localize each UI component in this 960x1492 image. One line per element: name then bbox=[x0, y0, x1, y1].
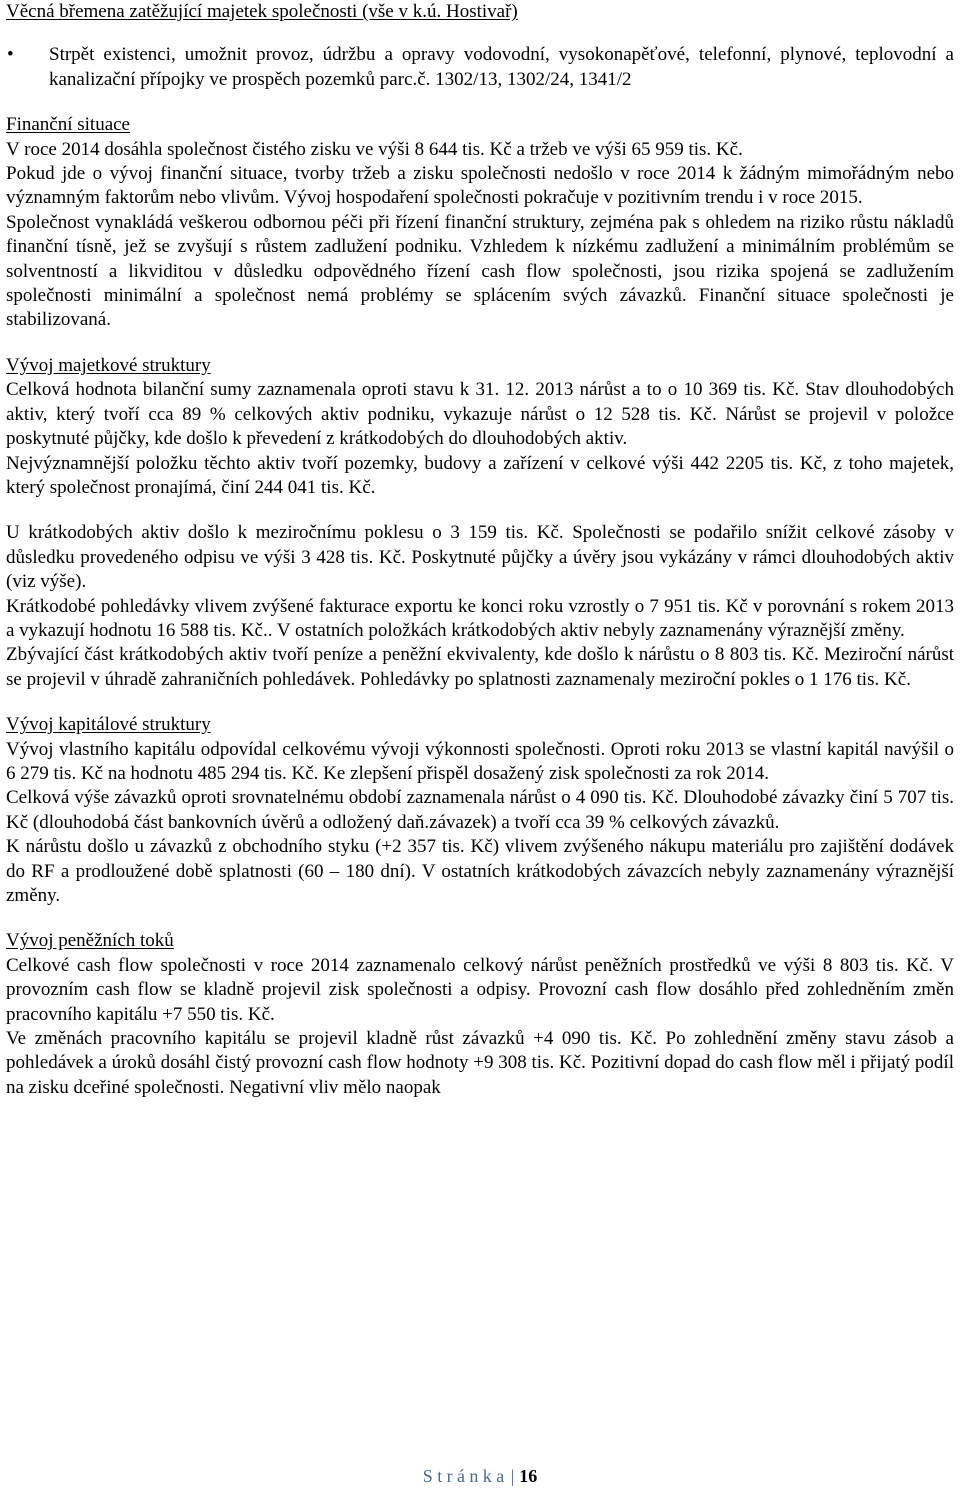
capital-structure-heading: Vývoj kapitálové struktury bbox=[6, 714, 211, 736]
easements-heading: Věcná břemena zatěžující majetek společnosti (vše v k.ú. Hostivař) bbox=[6, 1, 518, 22]
cash-flow-paragraph: Ve změnách pracovního kapitálu se projevil kladně růst závazků +4 090 tis. Kč. Po zohlednění změny stavu zásob a pohledávek a úroků dosáhl čistý provozní cash flow hodnoty +9 308 tis. Kč. Pozitivní dopad do cash flow měl i přijatý podíl na zisku dceřiné společnosti. Negativní vliv mělo naopak bbox=[6, 1028, 954, 1098]
asset-paragraph: Celková hodnota bilanční sumy zaznamenala oproti stavu k 31. 12. 2013 nárůst a to o 10 369 tis. Kč. Stav dlouhodobých aktiv, který tvoří cca 89 % celkových aktiv podniku, vykazuje nárůst o 12 528 tis. Kč. Nárůst se projevil v položce poskytnuté půjčky, kde došlo k převedení z krátkodobých do dlouhodobých aktiv. bbox=[6, 379, 954, 450]
easement-item bbox=[6, 43, 954, 92]
asset-paragraph: U krátkodobých aktiv došlo k meziročnímu poklesu o 3 159 tis. Kč. Společnosti se podařilo snížit celkové zásoby v důsledku provedeného odpisu ve výši 3 428 tis. Kč. Poskytnuté půjčky a úvěry jsou vykázány v rámci dlouhodobých aktiv (viz výše). bbox=[6, 522, 954, 593]
financial-paragraph: Společnost vynakládá veškerou odbornou péči při řízení finanční struktury, zejména pak s ohledem na riziko růstu nákladů finanční tísně, jež se zvyšují s růstem zadlužení podniku. Vzhledem k nízkému zadlužení a minimálním problémům se solventností a likviditou v důsledku odpovědného řízení cash flow společnosti, jsou rizika spojená se zadlužením společnosti minimální a společnost nemá problémy se splácením svých závazků. Finanční situace společnosti je stabilizovaná. bbox=[6, 211, 954, 331]
asset-paragraph: Krátkodobé pohledávky vlivem zvýšené fakturace exportu ke konci roku vzrostly o 7 951 tis. Kč v porovnání s rokem 2013 a vykazují hodnotu 16 588 tis. Kč.. V ostatních položkách krátkodobých aktiv nebyly zaznamenány výraznější změny. bbox=[6, 595, 954, 641]
bullet-icon: • bbox=[7, 44, 14, 66]
spacer bbox=[6, 500, 954, 521]
page-label: Stránka bbox=[422, 1466, 509, 1486]
easement-item-text: Strpět existenci, umožnit provoz, údržbu a opravy vodovodní, vysokonapěťové, telefonní, plynové, teplovodní a kanalizační přípojky ve prospěch pozemků parc.č. 1302/13, 1302/24, 1341/2 bbox=[49, 44, 954, 90]
spacer bbox=[6, 92, 954, 113]
financial-paragraph: V roce 2014 dosáhla společnost čistého zisku ve výši 8 644 tis. Kč a tržeb ve výši 65 959 tis. Kč. bbox=[6, 138, 743, 160]
capital-paragraph: Celková výše závazků oproti srovnatelnému období zaznamenala nárůst o 4 090 tis. Kč. Dlouhodobé závazky činí 5 707 tis. Kč (dlouhodobá část bankovních úvěrů a odložený daň.závazek) a tvoří cca 39 % celkových závazků. bbox=[6, 787, 954, 833]
spacer bbox=[6, 333, 954, 354]
page-number: 16 bbox=[519, 1466, 538, 1486]
financial-situation-heading: Finanční situace bbox=[6, 114, 130, 136]
asset-structure-heading: Vývoj majetkové struktury bbox=[6, 354, 211, 376]
capital-paragraph: Vývoj vlastního kapitálu odpovídal celkovému vývoji výkonnosti společnosti. Oproti roku 2013 se vlastní kapitál navýšil o 6 279 tis. Kč na hodnotu 485 294 tis. Kč. Ke zlepšení přispěl dosažený zisk společnosti za rok 2014. bbox=[6, 738, 954, 784]
asset-paragraph: Nejvýznamnější položku těchto aktiv tvoří pozemky, budovy a zařízení v celkové výši 442 2205 tis. Kč, z toho majetek, který společnost pronajímá, činí 244 041 tis. Kč. bbox=[6, 452, 954, 498]
cash-flow-heading: Vývoj peněžních toků bbox=[6, 930, 174, 952]
cash-flow-paragraph: Celkové cash flow společnosti v roce 2014 zaznamenalo celkový nárůst peněžních prostředků ve výši 8 803 tis. Kč. V provozním cash flow se kladně projevil zisk společnosti a odpisy. Provozní cash flow dosáhlo před zohledněním změn pracovního kapitálu +7 550 tis. Kč. bbox=[6, 954, 954, 1025]
page-footer bbox=[0, 1466, 960, 1486]
asset-paragraph: Zbývající část krátkodobých aktiv tvoří peníze a peněžní ekvivalenty, kde došlo k nárůstu o 8 803 tis. Kč. Meziroční nárůst se projevil v úhradě zahraničních pohledávek. Pohledávky po splatnosti zaznamenaly meziroční pokles o 1 176 tis. Kč. bbox=[6, 644, 954, 690]
page-content bbox=[6, 0, 954, 1100]
financial-paragraph: Pokud jde o vývoj finanční situace, tvorby tržeb a zisku společnosti nedošlo v roce 2014 k žádným mimořádným nebo významným faktorům nebo vlivům. Vývoj hospodaření společnosti pokračuje v pozitivním trendu i v roce 2015. bbox=[6, 163, 954, 209]
spacer bbox=[6, 692, 954, 713]
capital-paragraph: K nárůstu došlo u závazků z obchodního styku (+2 357 tis. Kč) vlivem zvýšeného nákupu materiálu pro zajištění dodávek do RF a prodloužené době splatnosti (60 – 180 dní). V ostatních krátkodobých závazcích nebyly zaznamenány výraznější změny. bbox=[6, 836, 954, 906]
footer-separator: | bbox=[510, 1466, 515, 1486]
spacer bbox=[6, 908, 954, 929]
easement-list bbox=[6, 43, 954, 92]
